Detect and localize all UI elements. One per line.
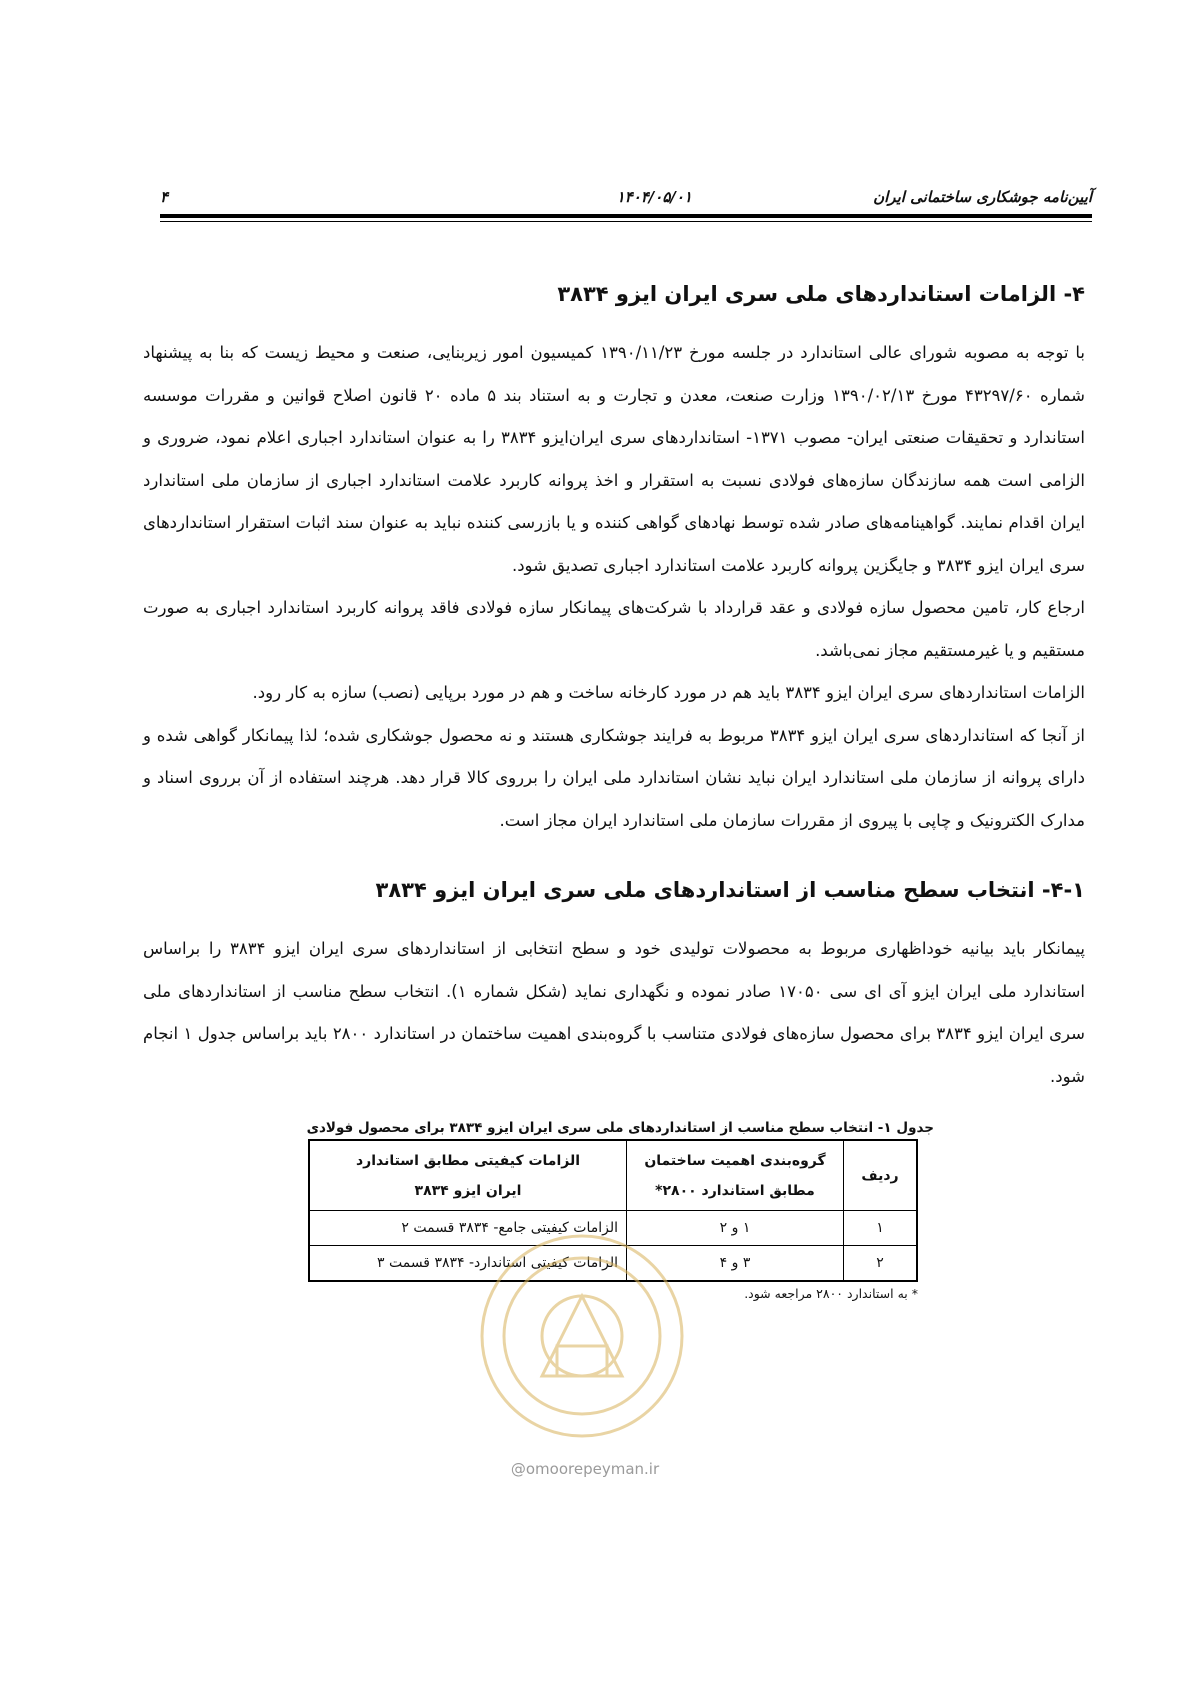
header-row-number: ردیف — [844, 1140, 918, 1211]
page-header — [160, 188, 1092, 210]
header-importance-group — [627, 1140, 844, 1211]
header-date: ۱۴۰۴/۰۵/۰۱ — [616, 188, 692, 206]
cell-importance-group: ۱ و ۲ — [627, 1211, 844, 1246]
cell-importance-group: ۳ و ۴ — [627, 1246, 844, 1282]
paragraph: با توجه به مصوبه شورای عالی استاندارد در جلسه مورخ ۱۳۹۰/۱۱/۲۳ کمیسیون امور زیربنایی، صنعت و محیط زیست که بنا به پیشنهاد شماره ۴۳۲۹۷/۶۰ مورخ ۱۳۹۰/۰۲/۱۳ وزارت صنعت، معدن و تجارت و به استناد بند ۵ ماده ۲۰ قانون اصلاح قوانین و مقررات موسسه استاندارد و تحقیقات صنعتی ایران- مصوب ۱۳۷۱- استانداردهای سری ایران‌ایزو ۳۸۳۴ را به عنوان استاندارد اجباری اعلام نمود، ضروری و الزامی است همه سازندگان سازه‌های فولادی نسبت به استقرار و اخذ پروانه کاربرد علامت استاندارد اجباری از سازمان ملی استاندارد ایران اقدام نمایند. گواهینامه‌های صادر شده توسط نهادهای گواهی کننده و یا بازرسی کننده نباید به عنوان سند اثبات استقرار استانداردهای سری ایران ایزو ۳۸۳۴ و جایگزین پروانه کاربرد علامت استاندارد اجباری تصدیق شود. — [143, 343, 1085, 575]
paragraph: ارجاع کار، تامین محصول سازه فولادی و عقد قرارداد با شرکت‌های پیمانکار سازه فولادی فاقد پروانه کاربرد استاندارد اجباری به صورت مستقیم و یا غیرمستقیم مجاز نمی‌باشد. — [143, 598, 1085, 660]
cell-row-number: ۲ — [844, 1246, 918, 1282]
subsection-heading: ۴-۱- انتخاب سطح مناسب از استانداردهای ملی سری ایران ایزو ۳۸۳۴ — [375, 878, 1085, 902]
table-header-row — [309, 1140, 917, 1211]
standards-table — [308, 1139, 918, 1282]
header-rule-thick — [160, 214, 1092, 218]
table-caption: جدول ۱- انتخاب سطح مناسب از استانداردهای ملی سری ایران ایزو ۳۸۳۴ برای محصول فولادی — [306, 1120, 934, 1136]
header-line: گروه‌بندی اهمیت ساختمان — [644, 1152, 826, 1169]
header-quality-requirements — [309, 1140, 627, 1211]
section-heading: ۴- الزامات استانداردهای ملی سری ایران ایزو ۳۸۳۴ — [557, 282, 1085, 306]
header-line: الزامات کیفیتی مطابق استاندارد — [355, 1152, 581, 1169]
header-title: آیین‌نامه جوشکاری ساختمانی ایران — [873, 188, 1092, 206]
header-line: مطابق استاندارد ۲۸۰۰* — [655, 1182, 815, 1199]
table-footnote: * به استاندارد ۲۸۰۰ مراجعه شود. — [744, 1286, 918, 1301]
main-content — [143, 276, 1085, 1301]
header-line: ایران ایزو ۳۸۳۴ — [414, 1182, 522, 1199]
table-row — [309, 1211, 917, 1246]
paragraph: پیمانکار باید بیانیه خوداظهاری مربوط به محصولات تولیدی خود و سطح انتخابی از استانداردهای سری ایران ایزو ۳۸۳۴ را براساس استاندارد ملی ایران ایزو آی ای سی ۱۷۰۵۰ صادر نموده و نگهداری نماید (شکل شماره ۱). انتخاب سطح مناسب از استانداردهای ملی سری ایران ایزو ۳۸۳۴ برای محصول سازه‌های فولادی متناسب با گروه‌بندی اهمیت ساختمان در استاندارد ۲۸۰۰ باید براساس جدول ۱ انجام شود. — [143, 939, 1085, 1086]
cell-quality-requirement: الزامات کیفیتی جامع- ۳۸۳۴ قسمت ۲ — [309, 1211, 627, 1246]
cell-quality-requirement: الزامات کیفیتی استاندارد- ۳۸۳۴ قسمت ۳ — [309, 1246, 627, 1282]
watermark-site: @omoorepeyman.ir — [510, 1460, 660, 1478]
table-block — [294, 1120, 934, 1301]
header-rule-thin — [160, 221, 1092, 222]
paragraph: الزامات استانداردهای سری ایران ایزو ۳۸۳۴ باید هم در مورد کارخانه ساخت و هم در مورد برپایی (نصب) سازه به کار رود. — [252, 683, 1085, 702]
table-row — [309, 1246, 917, 1282]
cell-row-number: ۱ — [844, 1211, 918, 1246]
paragraph: از آنجا که استانداردهای سری ایران ایزو ۳۸۳۴ مربوط به فرایند جوشکاری هستند و نه محصول جوشکاری شده؛ لذا پیمانکار گواهی شده و دارای پروانه از سازمان ملی استاندارد ایران نباید نشان استاندارد ملی ایران را برروی کالا قرار دهد. هرچند استفاده از آن برروی اسناد و مدارک الکترونیک و چاپی با پیروی از مقررات سازمان ملی استاندارد ایران مجاز است. — [143, 725, 1086, 830]
page-number: ۴ — [160, 188, 169, 206]
